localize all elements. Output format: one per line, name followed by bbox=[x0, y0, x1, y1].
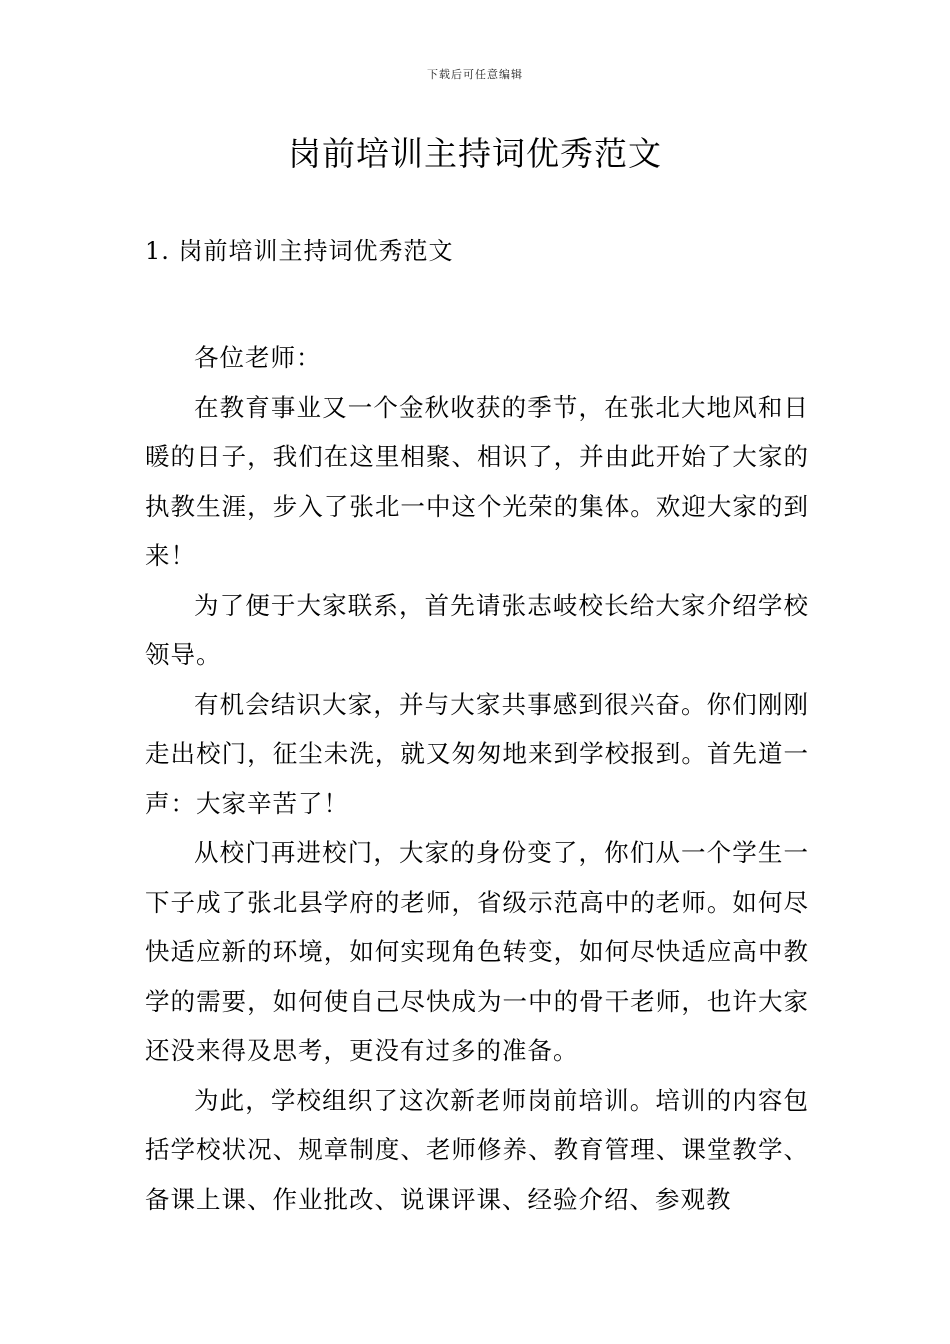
paragraph-welcome: 在教育事业又一个金秋收获的季节，在张北大地风和日暖的日子，我们在这里相聚、相识了，并由此开始了大家的执教生涯，步入了张北一中这个光荣的集体。欢迎大家的到来！ bbox=[145, 392, 809, 570]
section-heading: 1. 岗前培训主持词优秀范文 bbox=[145, 237, 454, 265]
paragraph-greeting: 各位老师： bbox=[194, 343, 322, 372]
paragraph-greeting-teachers: 有机会结识大家，并与大家共事感到很兴奋。你们刚刚走出校门，征尘未洗，就又匆匆地来到学校报到。首先道一声：大家辛苦了！ bbox=[145, 689, 809, 818]
paragraph-role-change: 从校门再进校门，大家的身份变了，你们从一个学生一下子成了张北县学府的老师，省级示范高中的老师。如何尽快适应新的环境，如何实现角色转变，如何尽快适应高中教学的需要，如何使自己尽快成为一中的骨干老师，也许大家还没来得及思考，更没有过多的准备。 bbox=[145, 838, 809, 1065]
header-note: 下载后可任意编辑 bbox=[427, 68, 523, 81]
paragraph-introduction: 为了便于大家联系，首先请张志岐校长给大家介绍学校领导。 bbox=[145, 590, 809, 669]
document-body bbox=[145, 333, 809, 1224]
paragraph-training-content: 为此，学校组织了这次新老师岗前培训。培训的内容包括学校状况、规章制度、老师修养、教育管理、课堂教学、备课上课、作业批改、说课评课、经验介绍、参观教 bbox=[145, 1085, 809, 1214]
document-title: 岗前培训主持词优秀范文 bbox=[288, 134, 662, 173]
